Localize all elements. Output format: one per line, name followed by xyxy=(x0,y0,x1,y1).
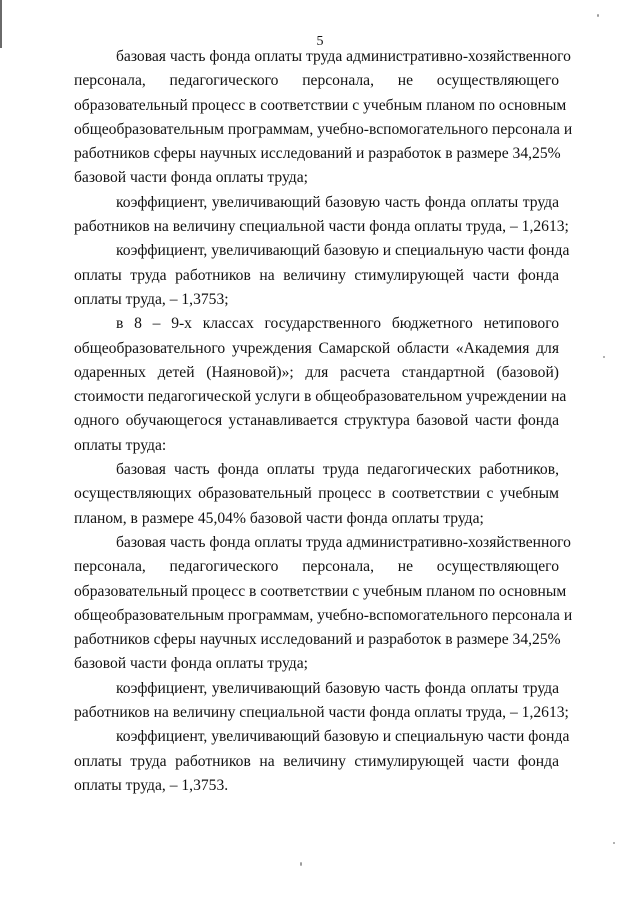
paragraph xyxy=(74,45,573,191)
text-line: общеобразовательным программам, учебно-вспомогательного персонала и xyxy=(74,606,573,624)
text-line: персонала, педагогического персонала, не осуществляющего xyxy=(74,72,559,90)
text-line: базовой части фонда оплаты труда; xyxy=(74,655,308,673)
text-line: базовая часть фонда оплаты труда педагогических работников, xyxy=(116,461,559,479)
text-line: работников сферы научных исследований и разработок в размере 34,25% xyxy=(74,631,561,649)
text-line: базовая часть фонда оплаты труда административно-хозяйственного xyxy=(116,533,571,551)
text-line: персонала, педагогического персонала, не осуществляющего xyxy=(74,558,559,576)
scan-speck xyxy=(613,842,615,844)
text-line: одаренных детей (Наяновой)»; для расчета стандартной (базовой) xyxy=(74,363,559,381)
text-line: стоимости педагогической услуги в общеобразовательном учреждении на xyxy=(74,388,567,406)
text-line: осуществляющих образовательный процесс в соответствии с учебным xyxy=(74,485,559,503)
scan-speck xyxy=(300,862,302,866)
text-line: оплаты труда работников на величину стимулирующей части фонда xyxy=(74,752,559,770)
paragraph xyxy=(74,239,570,312)
page-number: 5 xyxy=(316,34,324,49)
document-body xyxy=(74,45,573,798)
paragraph xyxy=(74,191,569,240)
paragraph xyxy=(74,677,569,726)
text-line: оплаты труда: xyxy=(74,436,167,454)
text-line: работников на величину специальной части фонда оплаты труда, – 1,2613; xyxy=(74,218,569,236)
text-line: одного обучающегося устанавливается структура базовой части фонда xyxy=(74,412,559,430)
paragraph xyxy=(74,725,570,798)
scan-speck xyxy=(597,14,599,17)
text-line: общеобразовательным программам, учебно-вспомогательного персонала и xyxy=(74,120,573,138)
text-line: оплаты труда, – 1,3753; xyxy=(74,290,229,308)
paragraph xyxy=(74,312,567,458)
text-line: базовой части фонда оплаты труда; xyxy=(74,169,308,187)
text-line: оплаты труда, – 1,3753. xyxy=(74,776,229,794)
paragraph xyxy=(74,531,573,677)
scan-speck xyxy=(603,356,605,358)
text-line: образовательный процесс в соответствии с учебным планом по основным xyxy=(74,582,567,600)
text-line: в 8 – 9-х классах государственного бюджетного нетипового xyxy=(116,315,559,333)
text-line: коэффициент, увеличивающий базовую и специальную части фонда xyxy=(116,728,570,746)
text-line: работников на величину специальной части фонда оплаты труда, – 1,2613; xyxy=(74,704,569,722)
text-line: планом, в размере 45,04% базовой части фонда оплаты труда; xyxy=(74,509,484,527)
text-line: коэффициент, увеличивающий базовую часть фонда оплаты труда xyxy=(116,679,559,697)
text-line: коэффициент, увеличивающий базовую часть фонда оплаты труда xyxy=(116,193,559,211)
text-line: оплаты труда работников на величину стимулирующей части фонда xyxy=(74,266,559,284)
paragraph xyxy=(74,458,559,531)
text-line: коэффициент, увеличивающий базовую и специальную части фонда xyxy=(116,242,570,260)
text-line: работников сферы научных исследований и разработок в размере 34,25% xyxy=(74,145,561,163)
text-line: базовая часть фонда оплаты труда административно-хозяйственного xyxy=(116,48,571,65)
text-line: общеобразовательного учреждения Самарской области «Академия для xyxy=(74,339,559,357)
text-line: образовательный процесс в соответствии с учебным планом по основным xyxy=(74,96,567,114)
